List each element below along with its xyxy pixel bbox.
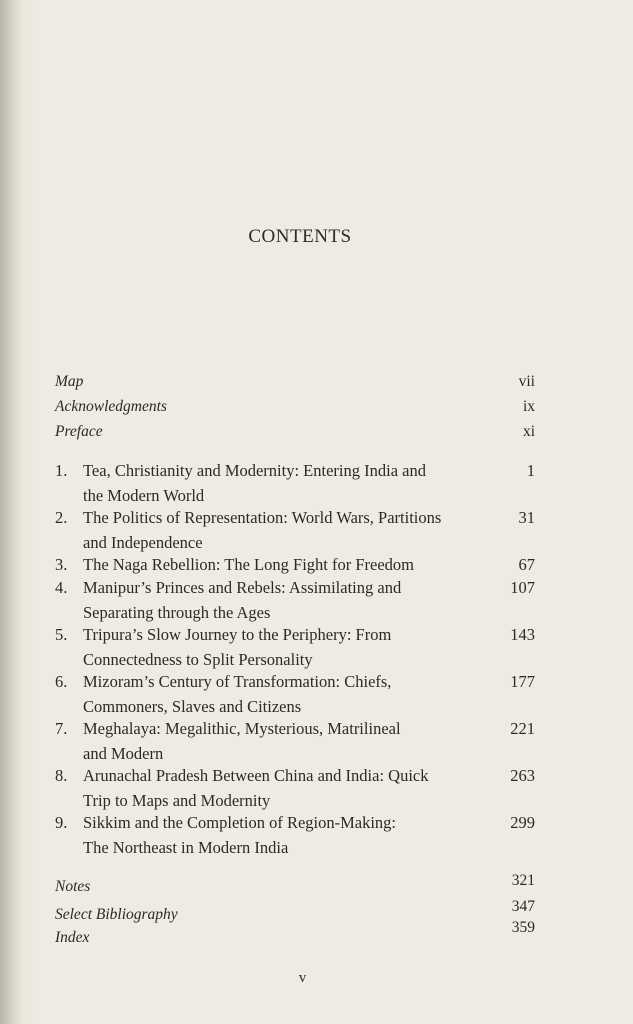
toc-entry-page: 347	[511, 898, 535, 915]
chapter-page: 107	[510, 578, 535, 597]
chapter-page: 1	[526, 461, 535, 480]
toc-entry-notes	[55, 872, 535, 896]
chapter-page: 299	[510, 813, 535, 832]
toc-entry-page: 359	[511, 919, 535, 936]
chapter-number: 5.	[55, 625, 68, 644]
chapter-title-line: Trip to Maps and Modernity	[83, 791, 271, 810]
toc-entry-page: 321	[511, 872, 535, 889]
chapter-number: 8.	[55, 766, 68, 785]
chapter-title-line: Connectedness to Split Personality	[83, 650, 313, 669]
page-gutter-shadow	[0, 0, 22, 1024]
chapter-page: 177	[510, 672, 535, 691]
chapter-title-line: the Modern World	[83, 486, 205, 505]
chapter-title-line: and Modern	[83, 744, 164, 763]
chapter-page: 67	[518, 555, 535, 574]
chapter-title-line: Arunachal Pradesh Between China and India: Quick	[83, 766, 429, 785]
chapter-number: 3.	[55, 555, 68, 574]
chapter-number: 6.	[55, 672, 68, 691]
chapter-title-line: Mizoram’s Century of Transformation: Chiefs,	[83, 672, 392, 691]
chapter-page: 31	[518, 508, 535, 527]
toc-entry-map	[55, 373, 535, 391]
chapter-number: 4.	[55, 578, 68, 597]
chapter-page: 263	[510, 766, 535, 785]
chapter-page: 221	[510, 719, 535, 738]
toc-entry-preface	[55, 423, 535, 441]
toc-entry-index	[55, 919, 535, 947]
toc-entry-page: vii	[518, 373, 535, 390]
toc-entry-label: Notes	[55, 878, 91, 895]
chapter-number: 1.	[55, 461, 68, 480]
toc-chapter-5	[55, 622, 535, 672]
toc-chapter-3	[55, 552, 535, 577]
toc-chapter-7	[55, 716, 535, 766]
toc-entry-label: Acknowledgments	[55, 398, 167, 415]
toc-entry-page: xi	[522, 423, 535, 440]
chapter-title-line: and Independence	[83, 533, 203, 552]
chapter-title-line: Tea, Christianity and Modernity: Entering India and	[83, 461, 426, 480]
chapter-title-line: Commoners, Slaves and Citizens	[83, 697, 302, 716]
chapter-title-line: Tripura’s Slow Journey to the Periphery: From	[83, 625, 392, 644]
chapter-title-line: The Northeast in Modern India	[83, 838, 289, 857]
toc-entry-label: Preface	[55, 423, 103, 440]
page-title: CONTENTS	[248, 226, 352, 247]
toc-chapter-1	[55, 458, 535, 508]
chapter-number: 2.	[55, 508, 68, 527]
chapter-title-line: Manipur’s Princes and Rebels: Assimilating and	[83, 578, 402, 597]
toc-chapter-8	[55, 763, 535, 813]
toc-chapter-9	[55, 810, 535, 860]
toc-entry-page: ix	[522, 398, 535, 415]
chapter-page: 143	[510, 625, 535, 644]
page-folio: v	[298, 970, 307, 986]
chapter-title-line: The Naga Rebellion: The Long Fight for Freedom	[83, 555, 414, 574]
chapter-number: 9.	[55, 813, 68, 832]
toc-entry-label: Index	[55, 929, 90, 946]
toc-entry-select-bibliography	[55, 898, 535, 924]
toc-chapter-2	[55, 505, 535, 555]
chapter-title-line: The Politics of Representation: World Wars, Partitions	[83, 508, 442, 527]
toc-entry-label: Map	[55, 373, 84, 390]
chapter-title-line: Sikkim and the Completion of Region-Making:	[83, 813, 397, 832]
toc-chapter-4	[55, 575, 535, 625]
chapter-number: 7.	[55, 719, 68, 738]
toc-entry-acknowledgments	[55, 398, 535, 416]
chapter-title-line: Separating through the Ages	[83, 603, 271, 622]
chapter-title-line: Meghalaya: Megalithic, Mysterious, Matrilineal	[83, 719, 401, 738]
toc-chapter-6	[55, 669, 535, 719]
toc-entry-label: Select Bibliography	[55, 906, 178, 923]
